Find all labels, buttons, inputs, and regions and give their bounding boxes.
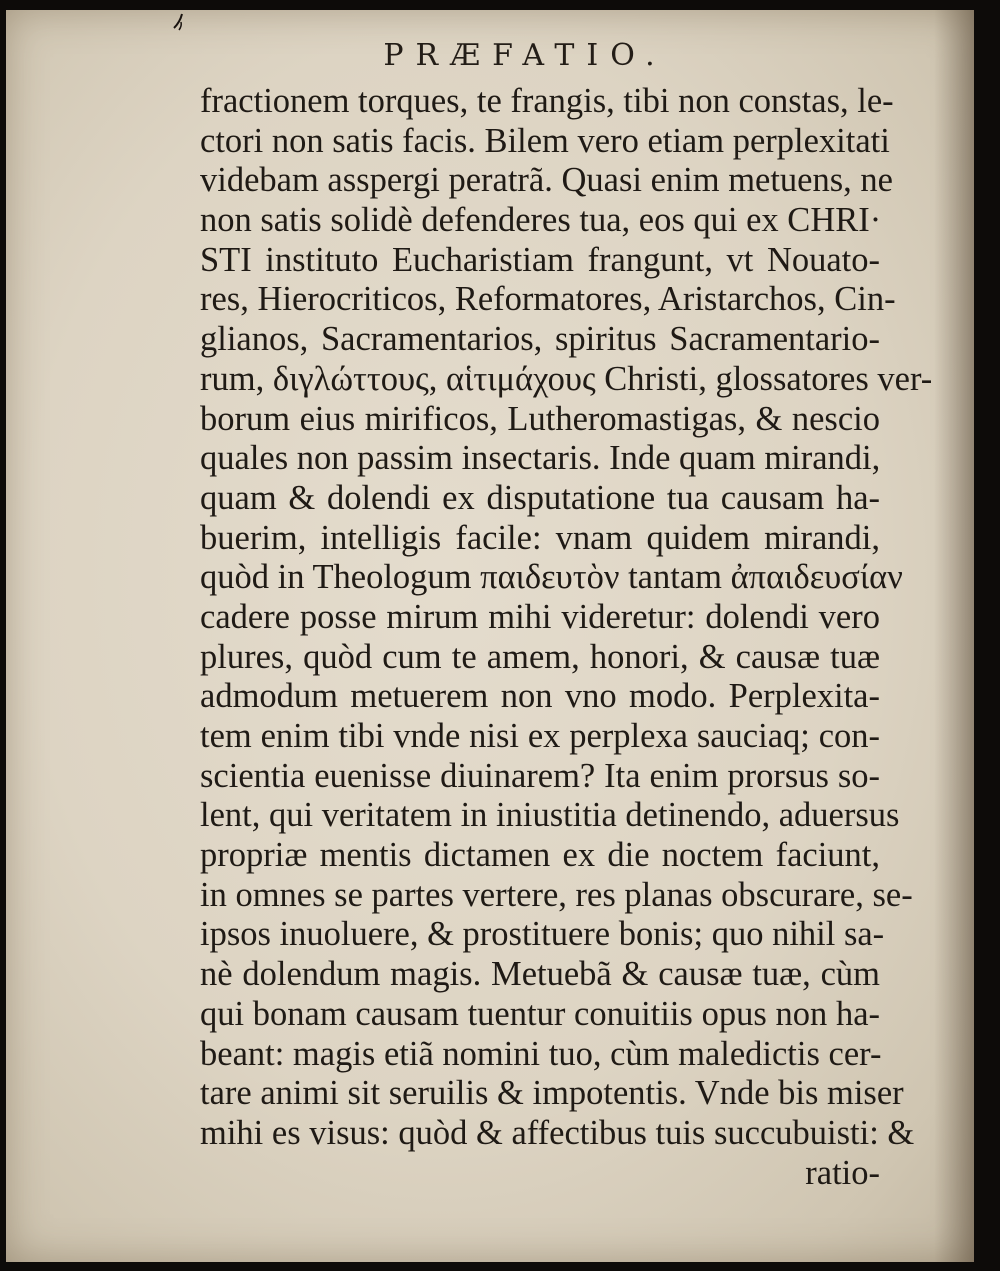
text-line: admodum metuerem non vno modo. Perplexita- [200, 677, 880, 716]
text-line: STI instituto Eucharistiam frangunt, vt Nouato- [200, 240, 880, 279]
ink-mark-icon [170, 10, 192, 32]
text-line: borum eius mirificos, Lutheromastigas, & nescio [200, 399, 880, 438]
page-gutter-shadow [934, 10, 974, 1262]
text-line: videbam asspergi peratrã. Quasi enim metuens, ne [200, 161, 893, 200]
text-line: qui bonam causam tuentur conuitiis opus non ha- [200, 994, 880, 1033]
text-line: scientia euenisse diuinarem? Ita enim prorsus so- [200, 756, 880, 795]
text-line: ipsos inuoluere, & prostituere bonis; quo nihil sa- [200, 915, 885, 954]
text-line: plures, quòd cum te amem, honori, & causæ tuæ [200, 637, 880, 676]
text-line: mihi es visus: quòd & affectibus tuis succubuisti: & [200, 1113, 915, 1152]
text-line: non satis solidè defenderes tua, eos qui ex CHRI· [200, 201, 882, 240]
text-line: fractionem torques, te frangis, tibi non constas, le- [200, 82, 894, 120]
text-line: propriæ mentis dictamen ex die noctem faciunt, [200, 836, 880, 875]
text-line: in omnes se partes vertere, res planas obscurare, se- [200, 875, 913, 914]
text-line: quòd in Theologum παιδευτὸν tantam ἀπαιδευσίαν [200, 558, 903, 597]
text-line: beant: magis etiã nomini tuo, cùm maledictis cer- [200, 1034, 882, 1073]
text-line: nè dolendum magis. Metuebã & causæ tuæ, cùm [200, 955, 880, 994]
text-line: res, Hierocriticos, Reformatores, Aristarchos, Cin- [200, 280, 896, 319]
text-line: ctori non satis facis. Bilem vero etiam perplexitati [200, 121, 890, 160]
text-line: tare animi sit seruilis & impotentis. Vnde bis miser [200, 1074, 904, 1113]
text-line: lent, qui veritatem in iniustitia detinendo, aduersus [200, 796, 900, 835]
text-line: tem enim tibi vnde nisi ex perplexa sauciaq; con- [200, 717, 880, 755]
text-line: buerim, intelligis facile: vnam quidem mirandi, [200, 518, 880, 557]
running-title: PRÆFATIO. [383, 38, 667, 73]
text-line: glianos, Sacramentarios, spiritus Sacramentario- [200, 320, 880, 359]
body-text [200, 82, 933, 1193]
catchword: ratio- [805, 1153, 880, 1192]
text-line: quam & dolendi ex disputatione tua causam ha- [200, 478, 880, 517]
text-line: cadere posse mirum mihi videretur: dolendi vero [200, 597, 880, 636]
text-line: rum, διγλώττους, αἱτιμάχους Christi, glossatores ver- [200, 359, 933, 398]
text-line: quales non passim insectaris. Inde quam mirandi, [200, 439, 881, 478]
